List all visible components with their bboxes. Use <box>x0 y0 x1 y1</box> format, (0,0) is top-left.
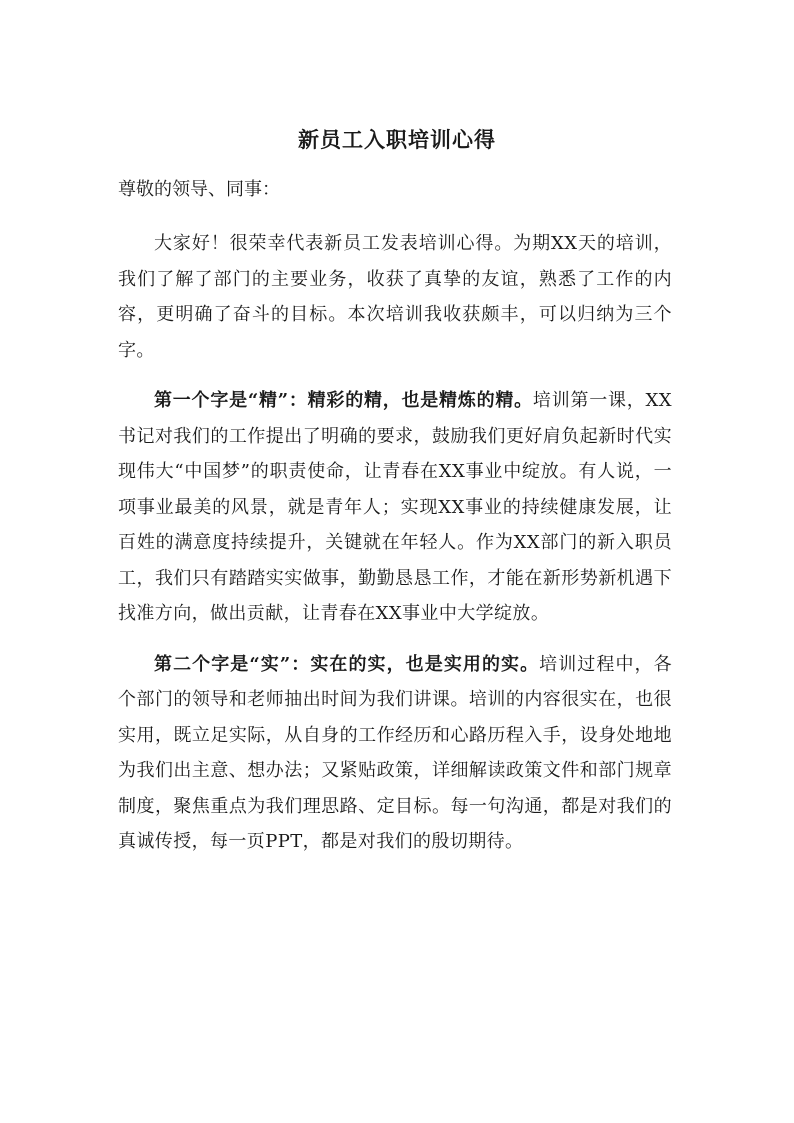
paragraph-point-two <box>118 647 672 860</box>
paragraph-text: 培训过程中，各个部门的领导和老师抽出时间为我们讲课。培训的内容很实在，也很实用，既立足实际，从自身的工作经历和心路历程入手，设身处地地为我们出主意、想办法；又紧贴政策，详细解读政策文件和部门规章制度，聚焦重点为我们理思路、定目标。每一句沟通，都是对我们的真诚传授，每一页PPT，都是对我们的殷切期待。 <box>118 653 672 852</box>
paragraph-text: 大家好！很荣幸代表新员工发表培训心得。为期XX天的培训，我们了解了部门的主要业务，收获了真挚的友谊，熟悉了工作的内容，更明确了奋斗的目标。本次培训我收获颇丰，可以归纳为三个字。 <box>118 233 672 361</box>
document-body <box>118 226 672 875</box>
salutation: 尊敬的领导、同事： <box>118 179 280 200</box>
paragraph-text: 培训第一课，XX书记对我们的工作提出了明确的要求，鼓励我们更好肩负起新时代实现伟大“中国梦”的职责使命，让青春在XX事业中绽放。有人说，一项事业最美的风景，就是青年人；实现XX事业的持续健康发展，让百姓的满意度持续提升，关键就在年轻人。作为XX部门的新入职员工，我们只有踏踏实实做事，勤勤恳恳工作，才能在新形势新机遇下找准方向，做出贡献，让青春在XX事业中大学绽放。 <box>118 390 672 624</box>
document-title: 新员工入职培训心得 <box>298 128 496 152</box>
paragraph-lead: 第二个字是“实”：实在的实，也是实用的实。 <box>154 653 540 675</box>
paragraph-intro <box>118 226 672 368</box>
paragraph-lead: 第一个字是“精”：精彩的精，也是精炼的精。 <box>154 390 533 411</box>
paragraph-point-one <box>118 383 672 632</box>
